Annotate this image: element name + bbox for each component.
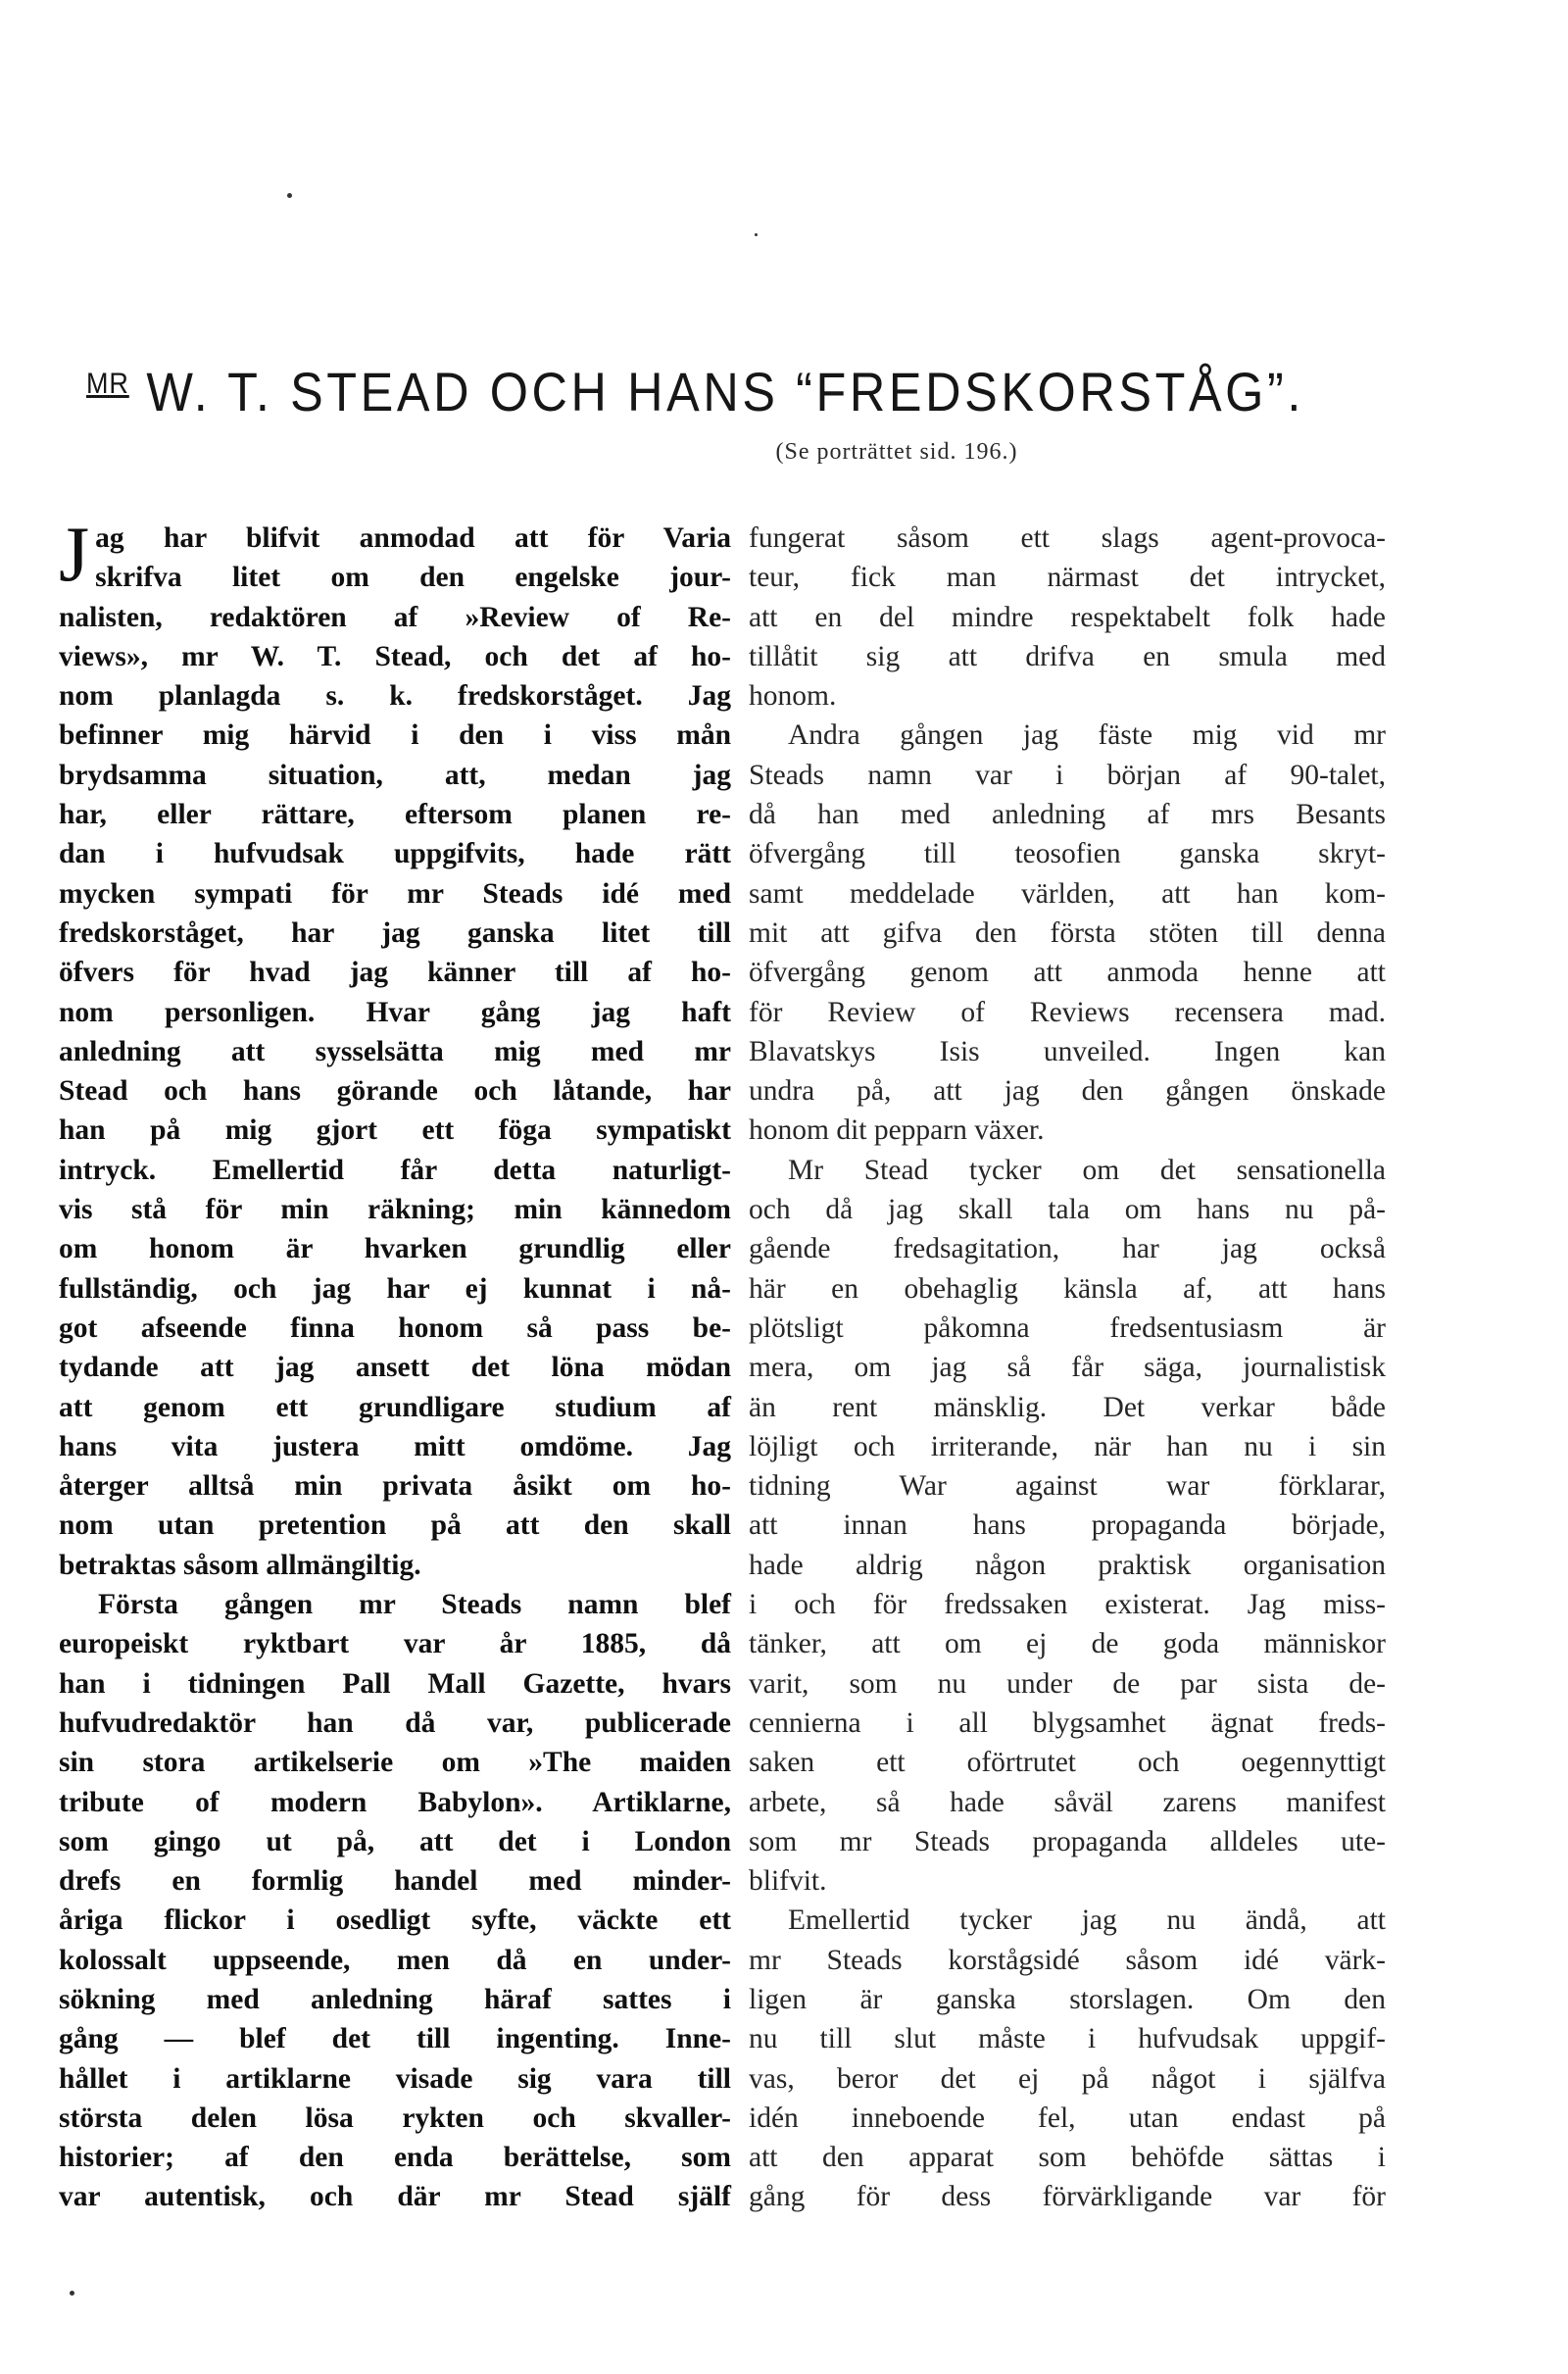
text-line: för Review of Reviews recensera mad. <box>749 996 1386 1028</box>
title-text: W. T. STEAD OCH HANS “FREDSKORSTÅG”. <box>128 361 1304 422</box>
text-line: återger alltså min privata åsikt om ho- <box>59 1470 731 1503</box>
text-line: brydsamma situation, att, medan jag <box>59 759 731 791</box>
text-line: mit att gifva den första stöten till denna <box>749 916 1386 949</box>
text-line: sin stora artikelserie om »The maiden <box>59 1747 731 1779</box>
text-line: hade aldrig någon praktisk organisation <box>749 1549 1386 1581</box>
text-line: öfvergång till teosofien ganska skryt- <box>749 838 1386 870</box>
text-line: tydande att jag ansett det löna mödan <box>59 1352 731 1384</box>
text-line: saken ett oförtrutet och oegennyttigt <box>749 1747 1386 1779</box>
text-line: om honom är hvarken grundlig eller <box>59 1233 731 1265</box>
text-line: han i tidningen Pall Mall Gazette, hvars <box>59 1667 731 1700</box>
subtitle <box>0 439 1568 466</box>
text-line: tidning War against war förklarar, <box>749 1470 1386 1503</box>
text-line: idén inneboende fel, utan endast på <box>749 2102 1386 2134</box>
text-line: cennierna i all blygsamhet ägnat freds- <box>749 1706 1386 1739</box>
text-line: arbete, så hade såväl zarens manifest <box>749 1786 1386 1818</box>
text-line: tänker, att om ej de goda människor <box>749 1628 1386 1660</box>
text-line: honom dit pepparn växer. <box>749 1114 1045 1147</box>
text-line: då han med anledning af mrs Besants <box>749 799 1386 831</box>
text-line: största delen lösa rykten och skvaller- <box>59 2102 731 2134</box>
text-line: fullständig, och jag har ej kunnat i nå- <box>59 1272 731 1305</box>
text-line: att genom ett grundligare studium af <box>59 1391 731 1423</box>
text-line: än rent mänsklig. Det verkar både <box>749 1391 1386 1423</box>
text-line: vis stå för min räkning; min kännedom <box>59 1194 731 1226</box>
text-line: hufvudredaktör han då var, publicerade <box>59 1706 731 1739</box>
right-column <box>749 519 1386 2217</box>
text-line: Emellertid tycker jag nu ändå, att <box>788 1904 1386 1937</box>
text-line: views», mr W. T. Stead, och det af ho- <box>59 640 731 672</box>
text-line: honom. <box>749 680 837 713</box>
left-column <box>59 512 731 2217</box>
text-line: Blavatskys Isis unveiled. Ingen kan <box>749 1035 1386 1067</box>
text-line: som gingo ut på, att det i London <box>59 1825 731 1857</box>
text-line: har, eller rättare, eftersom planen re- <box>59 799 731 831</box>
text-line: skrifva litet om den engelske jour- <box>95 562 731 594</box>
text-line: nom personligen. Hvar gång jag haft <box>59 996 731 1028</box>
text-line: intryck. Emellertid får detta naturligt- <box>59 1154 731 1186</box>
print-speck <box>287 193 292 198</box>
text-line: öfvers för hvad jag känner till af ho- <box>59 957 731 989</box>
text-line: tribute of modern Babylon». Artiklarne, <box>59 1786 731 1818</box>
text-line: teur, fick man närmast det intrycket, <box>749 562 1386 594</box>
text-line: kolossalt uppseende, men då en under- <box>59 1944 731 1976</box>
text-line: gående fredsagitation, har jag också <box>749 1233 1386 1265</box>
text-line: mera, om jag så får säga, journalistisk <box>749 1352 1386 1384</box>
text-line: åriga flickor i osedligt syfte, väckte ett <box>59 1904 731 1937</box>
text-line: europeiskt ryktbart var år 1885, då <box>59 1628 731 1660</box>
text-line: dan i hufvudsak uppgifvits, hade rätt <box>59 838 731 870</box>
text-line: betraktas såsom allmängiltig. <box>59 1549 421 1581</box>
text-line: ligen är ganska storslagen. Om den <box>749 1983 1386 2015</box>
text-line: han på mig gjort ett föga sympatiskt <box>59 1114 731 1147</box>
title-mr: MR <box>86 368 129 400</box>
text-line: Mr Stead tycker om det sensationella <box>788 1154 1386 1186</box>
text-line: Första gången mr Steads namn blef <box>98 1589 731 1621</box>
text-line: löjligt och irriterande, när han nu i sin <box>749 1430 1386 1462</box>
text-line: befinner mig härvid i den i viss mån <box>59 719 731 752</box>
text-line: mr Steads korstågsidé såsom idé värk- <box>749 1944 1386 1976</box>
text-line: sökning med anledning häraf sattes i <box>59 1983 731 2015</box>
text-line: nalisten, redaktören af »Review of Re- <box>59 601 731 633</box>
text-line: tillåtit sig att drifva en smula med <box>749 640 1386 672</box>
text-line: varit, som nu under de par sista de- <box>749 1667 1386 1700</box>
text-line: Steads namn var i början af 90-talet, <box>749 759 1386 791</box>
text-line: gång för dess förvärkligande var för <box>749 2181 1386 2213</box>
text-line: var autentisk, och där mr Stead själf <box>59 2181 731 2213</box>
text-line: och då jag skall tala om hans nu på- <box>749 1194 1386 1226</box>
text-line: fungerat såsom ett slags agent-provoca- <box>749 522 1386 554</box>
text-line: plötsligt påkomna fredsentusiasm är <box>749 1311 1386 1344</box>
text-line: samt meddelade världen, att han kom- <box>749 877 1386 910</box>
text-line: drefs en formlig handel med minder- <box>59 1865 731 1898</box>
text-line: undra på, att jag den gången önskade <box>749 1075 1386 1108</box>
text-line: nu till slut måste i hufvudsak uppgif- <box>749 2023 1386 2055</box>
print-speck <box>755 233 758 236</box>
text-line: fredskorståget, har jag ganska litet till <box>59 916 731 949</box>
text-line: i och för fredssaken existerat. Jag miss- <box>749 1589 1386 1621</box>
text-line: att en del mindre respektabelt folk hade <box>749 601 1386 633</box>
text-line: nom utan pretention på att den skall <box>59 1509 731 1542</box>
text-line: hållet i artiklarne visade sig vara till <box>59 2062 731 2095</box>
text-line: blifvit. <box>749 1865 827 1898</box>
drop-cap: J <box>59 512 90 598</box>
text-line: som mr Steads propaganda alldeles ute- <box>749 1825 1386 1857</box>
text-line: vas, beror det ej på något i själfva <box>749 2062 1386 2095</box>
text-line: got afseende finna honom så pass be- <box>59 1311 731 1344</box>
text-line: att innan hans propaganda började, <box>749 1509 1386 1542</box>
text-line: historier; af den enda berättelse, som <box>59 2142 731 2174</box>
text-line: öfvergång genom att anmoda henne att <box>749 957 1386 989</box>
text-line: anledning att sysselsätta mig med mr <box>59 1035 731 1067</box>
print-speck <box>70 2291 74 2296</box>
text-line: mycken sympati för mr Steads idé med <box>59 877 731 910</box>
article-title <box>86 358 1304 436</box>
text-line: här en obehaglig känsla af, att hans <box>749 1272 1386 1305</box>
text-line: Stead och hans görande och låtande, har <box>59 1075 731 1108</box>
text-line: gång — blef det till ingenting. Inne- <box>59 2023 731 2055</box>
text-line: nom planlagda s. k. fredskorståget. Jag <box>59 680 731 713</box>
text-line: att den apparat som behöfde sättas i <box>749 2142 1386 2174</box>
subtitle-text: (Se porträttet sid. 196.) <box>775 439 1018 465</box>
text-line: Andra gången jag fäste mig vid mr <box>788 719 1386 752</box>
text-line: ag har blifvit anmodad att för Varia <box>95 522 731 554</box>
text-line: hans vita justera mitt omdöme. Jag <box>59 1430 731 1462</box>
